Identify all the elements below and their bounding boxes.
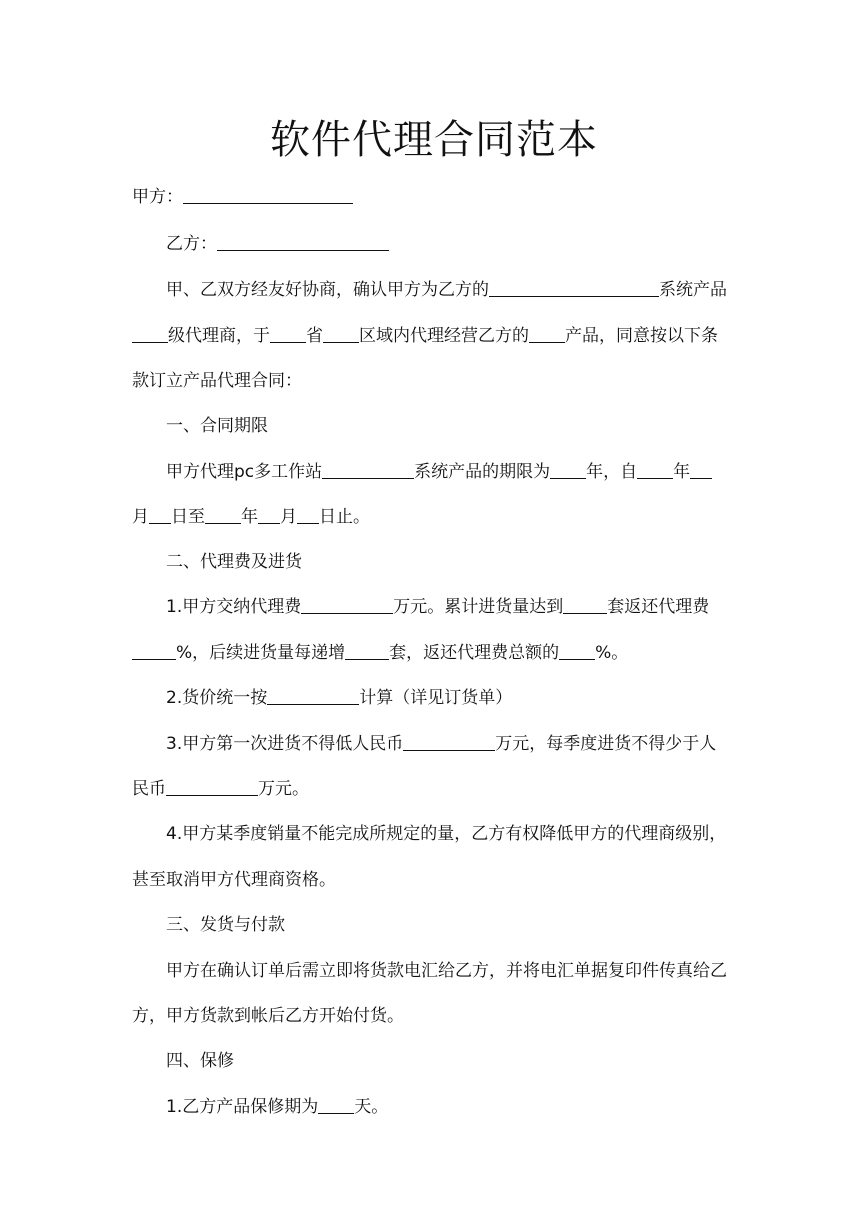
text-segment: 万元。累计进货量达到	[393, 597, 564, 617]
text-segment: 天。	[354, 1097, 389, 1117]
sec2-p2	[166, 684, 512, 712]
text-segment: %，后续进货量每递增	[176, 643, 346, 663]
sec1-line-1	[166, 458, 712, 486]
blank	[132, 327, 168, 343]
sec3-line-2: 方，甲方货款到帐后乙方开始付货。	[132, 1006, 404, 1026]
text-segment: 计算（详见订货单）	[359, 688, 513, 708]
text-segment: 1.甲方交纳代理费	[166, 597, 302, 617]
blank	[322, 463, 414, 479]
section-heading: 四、保修	[166, 1051, 234, 1071]
text-segment: 万元。	[258, 779, 309, 799]
blank	[529, 327, 565, 343]
text-segment: 级代理商，于	[168, 326, 270, 346]
blank	[149, 508, 171, 524]
intro-line-3: 款订立产品代理合同：	[132, 371, 302, 391]
blank	[166, 780, 258, 796]
sec2-p3-line-1	[166, 730, 716, 758]
text-segment: 月	[132, 507, 149, 527]
text-segment: 省	[306, 326, 323, 346]
blank	[323, 327, 359, 343]
party-a-label: 甲方：	[132, 187, 183, 207]
text-segment: 系统产品的期限为	[414, 462, 551, 482]
section-heading: 三、发货与付款	[166, 915, 285, 935]
text-segment: 系统产品	[659, 280, 727, 300]
blank	[559, 644, 595, 660]
text-segment: 万元，每季度进货不得少于人	[495, 734, 717, 754]
blank	[267, 689, 359, 705]
text-segment: 套，返还代理费总额的	[389, 643, 560, 663]
document-title: 软件代理合同范本	[270, 117, 598, 163]
blank	[217, 235, 389, 251]
party-b-line	[166, 230, 389, 258]
sec2-p1-line-2	[132, 639, 628, 667]
blank	[403, 735, 495, 751]
text-segment: 区域内代理经营乙方的	[359, 326, 529, 346]
text-segment: 日止。	[319, 507, 370, 527]
text-segment: 产品，同意按以下条	[565, 326, 718, 346]
sec4-p1	[166, 1093, 388, 1121]
blank	[301, 598, 393, 614]
text-segment: 日至	[171, 507, 205, 527]
text-segment: 1.乙方产品保修期为	[166, 1097, 319, 1117]
blank	[318, 1098, 354, 1114]
sec2-p3-line-2	[132, 775, 309, 803]
blank	[563, 598, 607, 614]
intro-line-1	[166, 276, 727, 304]
text-segment: 民币	[132, 779, 166, 799]
text-segment: 年，自	[586, 462, 638, 482]
blank	[205, 508, 241, 524]
party-b-label: 乙方：	[166, 234, 217, 254]
blank	[550, 463, 586, 479]
text-segment: 年	[241, 507, 258, 527]
blank	[489, 281, 659, 297]
text-segment: 3.甲方第一次进货不得低人民币	[166, 734, 404, 754]
sec3-line-1: 甲方在确认订单后需立即将货款电汇给乙方，并将电汇单据复印件传真给乙	[166, 961, 727, 981]
text-segment: 甲方代理pc多工作站	[166, 462, 323, 482]
party-a-line	[132, 183, 353, 211]
blank	[345, 644, 389, 660]
text-segment: 年	[673, 462, 691, 482]
text-segment: 2.货价统一按	[166, 688, 268, 708]
text-segment: 月	[280, 507, 297, 527]
blank	[183, 188, 353, 204]
section-heading: 一、合同期限	[166, 416, 268, 436]
blank	[132, 644, 176, 660]
sec1-line-2	[132, 503, 370, 531]
blank	[297, 508, 319, 524]
sec2-p4-line-2: 甚至取消甲方代理商资格。	[132, 870, 336, 890]
blank	[690, 463, 712, 479]
sec2-p4-line-1: 4.甲方某季度销量不能完成所规定的量，乙方有权降低甲方的代理商级别，	[166, 824, 727, 844]
text-segment: 套返还代理费	[607, 597, 710, 617]
sec2-p1-line-1	[166, 593, 709, 621]
blank	[270, 327, 306, 343]
blank	[637, 463, 673, 479]
section-heading: 二、代理费及进货	[166, 552, 302, 572]
text-segment: 甲、乙双方经友好协商，确认甲方为乙方的	[166, 280, 489, 300]
text-segment: %。	[595, 643, 629, 663]
intro-line-2	[132, 322, 718, 350]
blank	[258, 508, 280, 524]
